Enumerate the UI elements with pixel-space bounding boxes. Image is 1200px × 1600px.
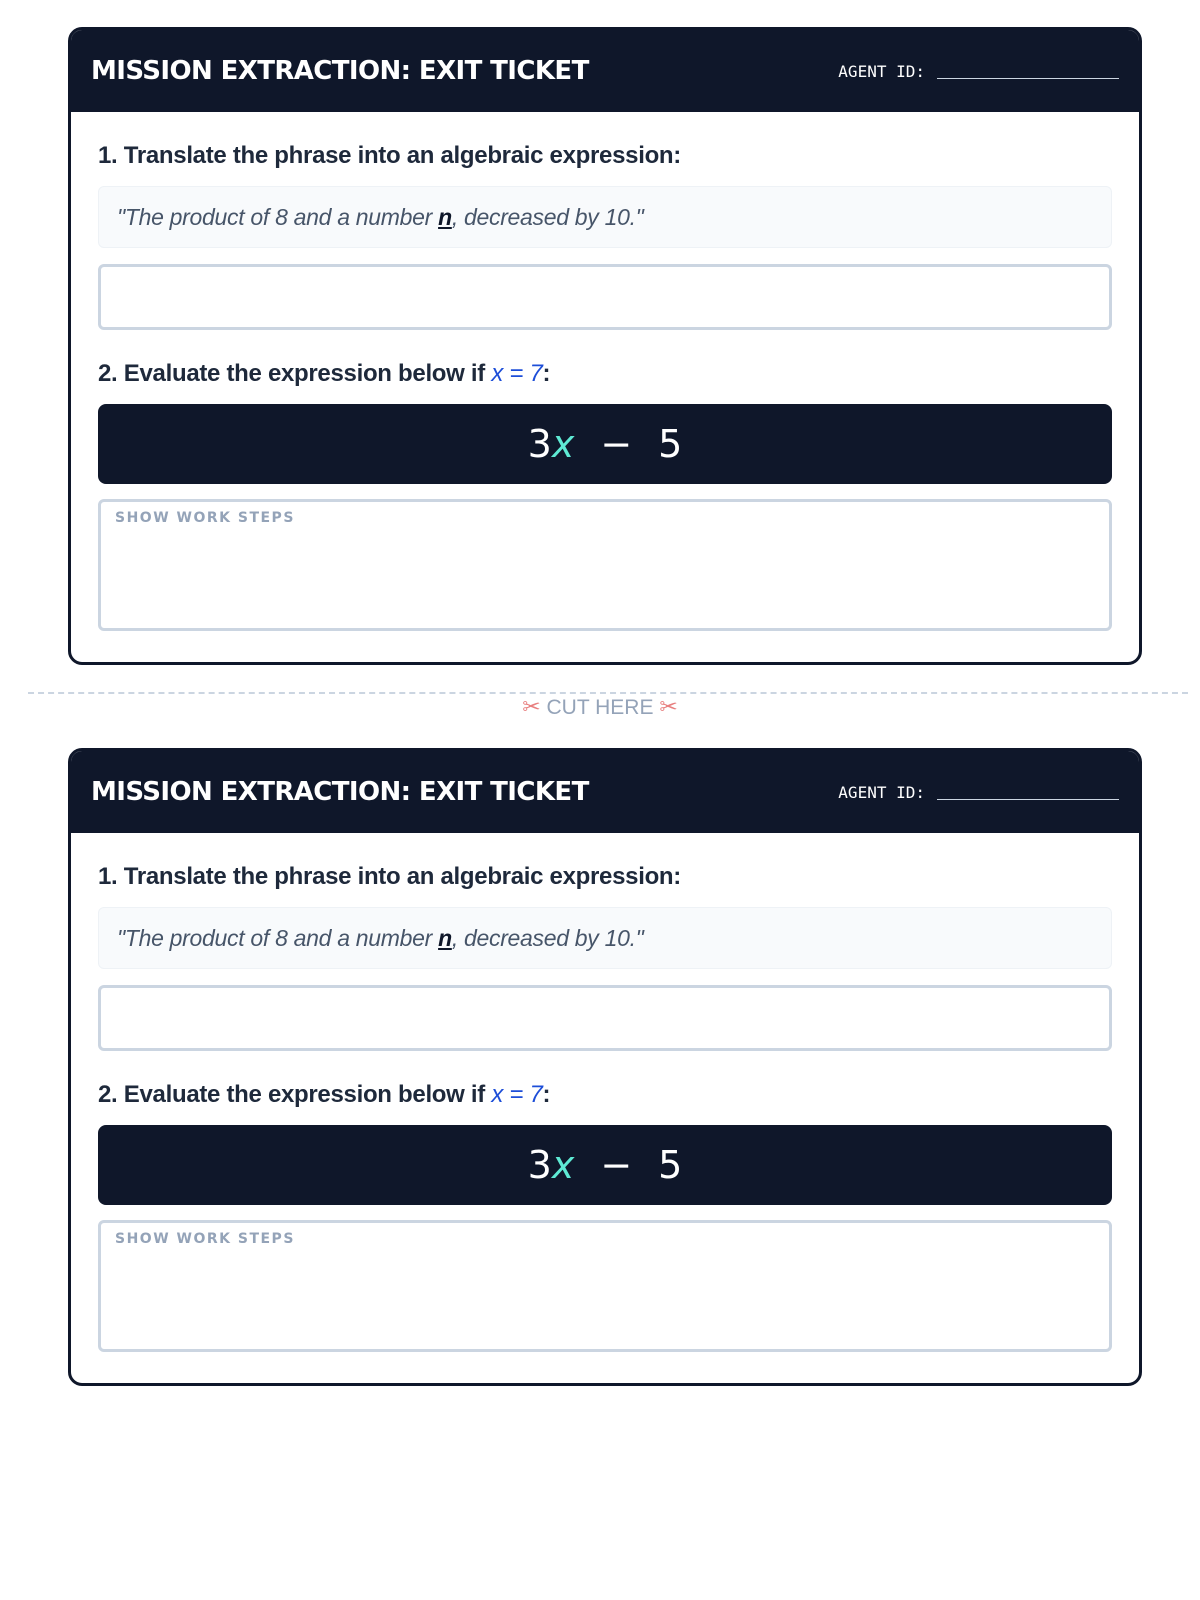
cut-here-label — [0, 694, 1200, 720]
phrase-box — [98, 907, 1112, 969]
agent-id-label: AGENT ID: — [838, 782, 925, 802]
expression-operator: − — [600, 422, 633, 466]
expression-variable: x — [551, 1143, 575, 1187]
ticket-title: MISSION EXTRACTION: EXIT TICKET — [91, 56, 589, 86]
ticket-body — [71, 112, 1139, 631]
question-2-label — [98, 360, 1112, 388]
question-2-text: 2. Evaluate the expression below if — [98, 1081, 492, 1108]
answer-box-1[interactable] — [98, 264, 1112, 330]
ticket-header — [71, 30, 1139, 112]
expression-constant: 5 — [658, 422, 683, 466]
cut-here-text: CUT HERE — [546, 696, 654, 719]
agent-id-field[interactable] — [937, 785, 1119, 800]
phrase-text-end: , decreased by 10." — [451, 924, 644, 951]
question-2-colon: : — [542, 360, 551, 387]
ticket-title: MISSION EXTRACTION: EXIT TICKET — [91, 777, 589, 807]
work-steps-label: SHOW WORK STEPS — [115, 1231, 295, 1247]
scissors-icon: ✂ — [522, 694, 541, 719]
expression-variable: x — [551, 422, 575, 466]
work-steps-box[interactable] — [98, 499, 1112, 631]
expression-operator: − — [600, 1143, 633, 1187]
question-2-colon: : — [542, 1081, 551, 1108]
question-2-label — [98, 1081, 1112, 1109]
agent-id-label: AGENT ID: — [838, 61, 925, 81]
question-2-condition: x = 7 — [491, 1081, 543, 1108]
expression-constant: 5 — [658, 1143, 683, 1187]
agent-id — [838, 783, 1119, 802]
expression-box — [98, 404, 1112, 484]
phrase-box — [98, 186, 1112, 248]
expression-coefficient: 3 — [527, 1143, 552, 1187]
work-steps-label: SHOW WORK STEPS — [115, 510, 295, 526]
phrase-text-end: , decreased by 10." — [451, 203, 644, 230]
agent-id — [838, 62, 1119, 81]
question-2-text: 2. Evaluate the expression below if — [98, 360, 492, 387]
phrase-text-start: "The product of 8 and a number — [117, 203, 439, 230]
ticket-header — [71, 751, 1139, 833]
question-2-condition: x = 7 — [491, 360, 543, 387]
phrase-variable: n — [438, 203, 452, 230]
exit-ticket-1 — [68, 27, 1142, 665]
exit-ticket-2 — [68, 748, 1142, 1386]
agent-id-field[interactable] — [937, 64, 1119, 79]
question-1-label: 1. Translate the phrase into an algebraic expression: — [98, 142, 681, 169]
phrase-variable: n — [438, 924, 452, 951]
answer-box-1[interactable] — [98, 985, 1112, 1051]
expression-coefficient: 3 — [527, 422, 552, 466]
question-1-label: 1. Translate the phrase into an algebraic expression: — [98, 863, 681, 890]
phrase-text-start: "The product of 8 and a number — [117, 924, 439, 951]
work-steps-box[interactable] — [98, 1220, 1112, 1352]
expression-box — [98, 1125, 1112, 1205]
ticket-body — [71, 833, 1139, 1352]
scissors-icon: ✂ — [659, 694, 678, 719]
